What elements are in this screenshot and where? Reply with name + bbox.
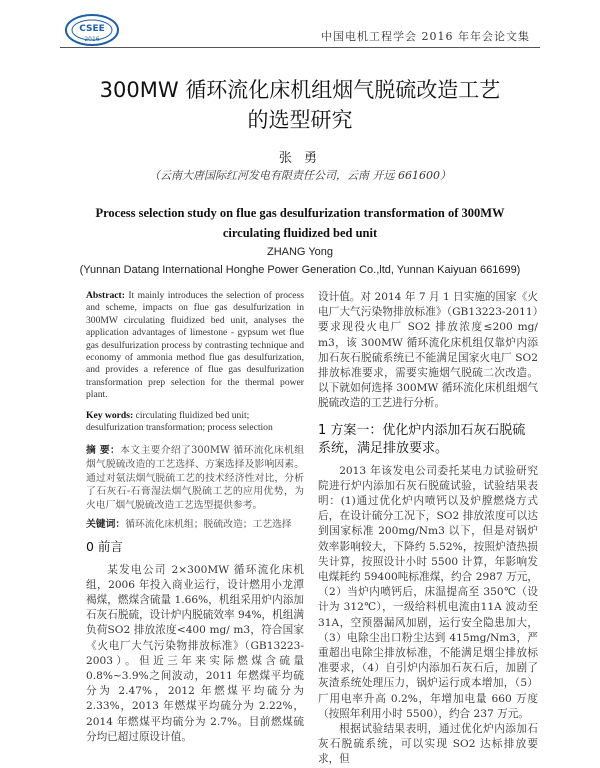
right-intro-paragraph: 设计值。对 2014 年 7 月 1 日实施的国家《火电厂大气污染物排放标准》（GB13223-2011）要求现役火电厂 SO2 排放浓度≤200 mg/ m3，该 300MW 循环流化床机组仅靠炉内添加石灰石脱硫系统已不能满足国家火电厂 SO2 排放标准要求，需要实施烟气脱硫二次改造。以下就如何选择 300MW 循环流化床机组烟气脱硫改造的工艺进行分析。	[318, 291, 538, 410]
en-keywords-text: circulating fluidized bed unit; desulfurization transformation; process selection	[86, 409, 273, 434]
en-abstract	[86, 290, 304, 402]
left-column	[86, 290, 304, 745]
section1-paragraph: 2013 年该发电公司委托某电力试验研究院进行炉内添加石灰石脱硫试验，试验结果表明：(1)通过优化炉内喷钙以及炉膛燃烧方式后，在设计硫分工况下，SO2 排放浓度可以达到国家标准 200mg/Nm3 以下，但是对锅炉效率影响较大，下降约 5.52%，按照炉渣热损失计算，按照设计小时 5500 计算，年影响发电煤耗约 59400吨标准煤，约合 2987 万元，（2）当炉内喷钙后，床温提高至 350℃（设计为 312℃），一级给料机电流由11A 波动至 31A，空预器漏风加剧，运行安全隐患加大，（3）电除尘出口粉尘达到 415mg/Nm3，严重超出电除尘排放标准，不能满足烟尘排放标准要求，（4）自引炉内添加石灰石后，加剧了灰渣系统处理压力，锅炉运行成本增加，（5）厂用电率升高 0.2%，年增加电量 660 万度（按照年利用小时 5500），约合 237 万元。	[318, 464, 538, 720]
en-author: ZHANG Yong	[266, 246, 334, 258]
author: 张 勇	[278, 151, 322, 166]
paper-title-line1: 300MW 循环流化床机组烟气脱硫改造工艺	[99, 78, 501, 102]
en-abstract-text: It mainly introduces the selection of process and scheme, impacts on flue gas desulfurization in 300MW circulating fluidized bed unit, analyses the application advantages of limestone - gypsum wet flue gas desulfurization process by contrasting technique and economy of ammonia method flue gas desulfurization, and provides a reference of flue gas desulfurization transformation prep selection for the thermal power plant.	[86, 290, 304, 401]
logo-text: CSEE	[79, 24, 105, 34]
section1-paragraph2: 根据试验结果表明，通过优化炉内添加石灰石脱硫系统，可以实现 SO2 达标排放要求，但	[318, 723, 538, 766]
cn-keywords-text: 循环流化床机组；脱硫改造；工艺选择	[125, 519, 292, 531]
header-rule	[60, 47, 540, 48]
en-title-line2: circulating fluidized bed unit	[222, 226, 378, 240]
right-column	[318, 290, 538, 768]
cn-abstract-text: 本文主要介绍了300MW 循环流化床机组烟气脱硫改造的工艺选择、方案选择及影响因素。通过对氨法烟气脱硫工艺的技术经济性对比，分析了石灰石-石膏湿法烟气脱硫工艺的应用优势，为火电厂烟气脱硫改造工艺选型提供参考。	[86, 445, 304, 511]
logo-year: 2016	[84, 36, 100, 43]
cn-keywords	[86, 518, 304, 532]
en-affiliation: (Yunnan Datang International Honghe Power Generation Co.,ltd, Yunnan Kaiyuan 661699)	[79, 264, 521, 276]
en-title-line1: Process selection study on flue gas desulfurization transformation of 300MW	[95, 206, 505, 220]
paper-title-line2: 的选型研究	[247, 108, 353, 132]
cn-keywords-label: 关键词：	[86, 519, 126, 531]
section-intro-title: 0 前言	[86, 539, 123, 555]
cn-abstract-label: 摘 要：	[86, 445, 121, 457]
journal-header: 中国电机工程学会 2016 年年会论文集	[321, 30, 530, 43]
cn-abstract	[86, 444, 304, 512]
intro-paragraph: 某发电公司 2×300MW 循环流化床机组，2006 年投入商业运行，设计燃用小龙潭褐煤，燃煤含硫量 1.66%，机组采用炉内添加石灰石脱硫，设计炉内脱硫效率 94%，机组满负荷SO2 排放浓度<400 mg/ m3，符合国家《火电厂大气污染物排放标准》（GB13223-2003）。但近三年来实际燃煤含硫量 0.8%~3.9%之间波动，2011 年燃煤平均硫分为 2.47%，2012 年燃煤平均硫分为 2.33%，2013 年燃煤平均硫分为 2.22%，2014 年燃煤平均硫分为 2.7%。目前燃煤硫分均已超过原设计值。	[86, 563, 304, 743]
en-abstract-label: Abstract:	[86, 290, 125, 301]
en-keywords-label: Key words:	[86, 409, 134, 421]
en-keywords	[86, 410, 304, 435]
csee-logo	[64, 12, 120, 48]
affiliation: （云南大唐国际红河发电有限责任公司，云南 开远 661600）	[149, 169, 451, 182]
section1-title: 1 方案一：优化炉内添加石灰石脱硫系统，满足排放要求。	[318, 422, 526, 456]
